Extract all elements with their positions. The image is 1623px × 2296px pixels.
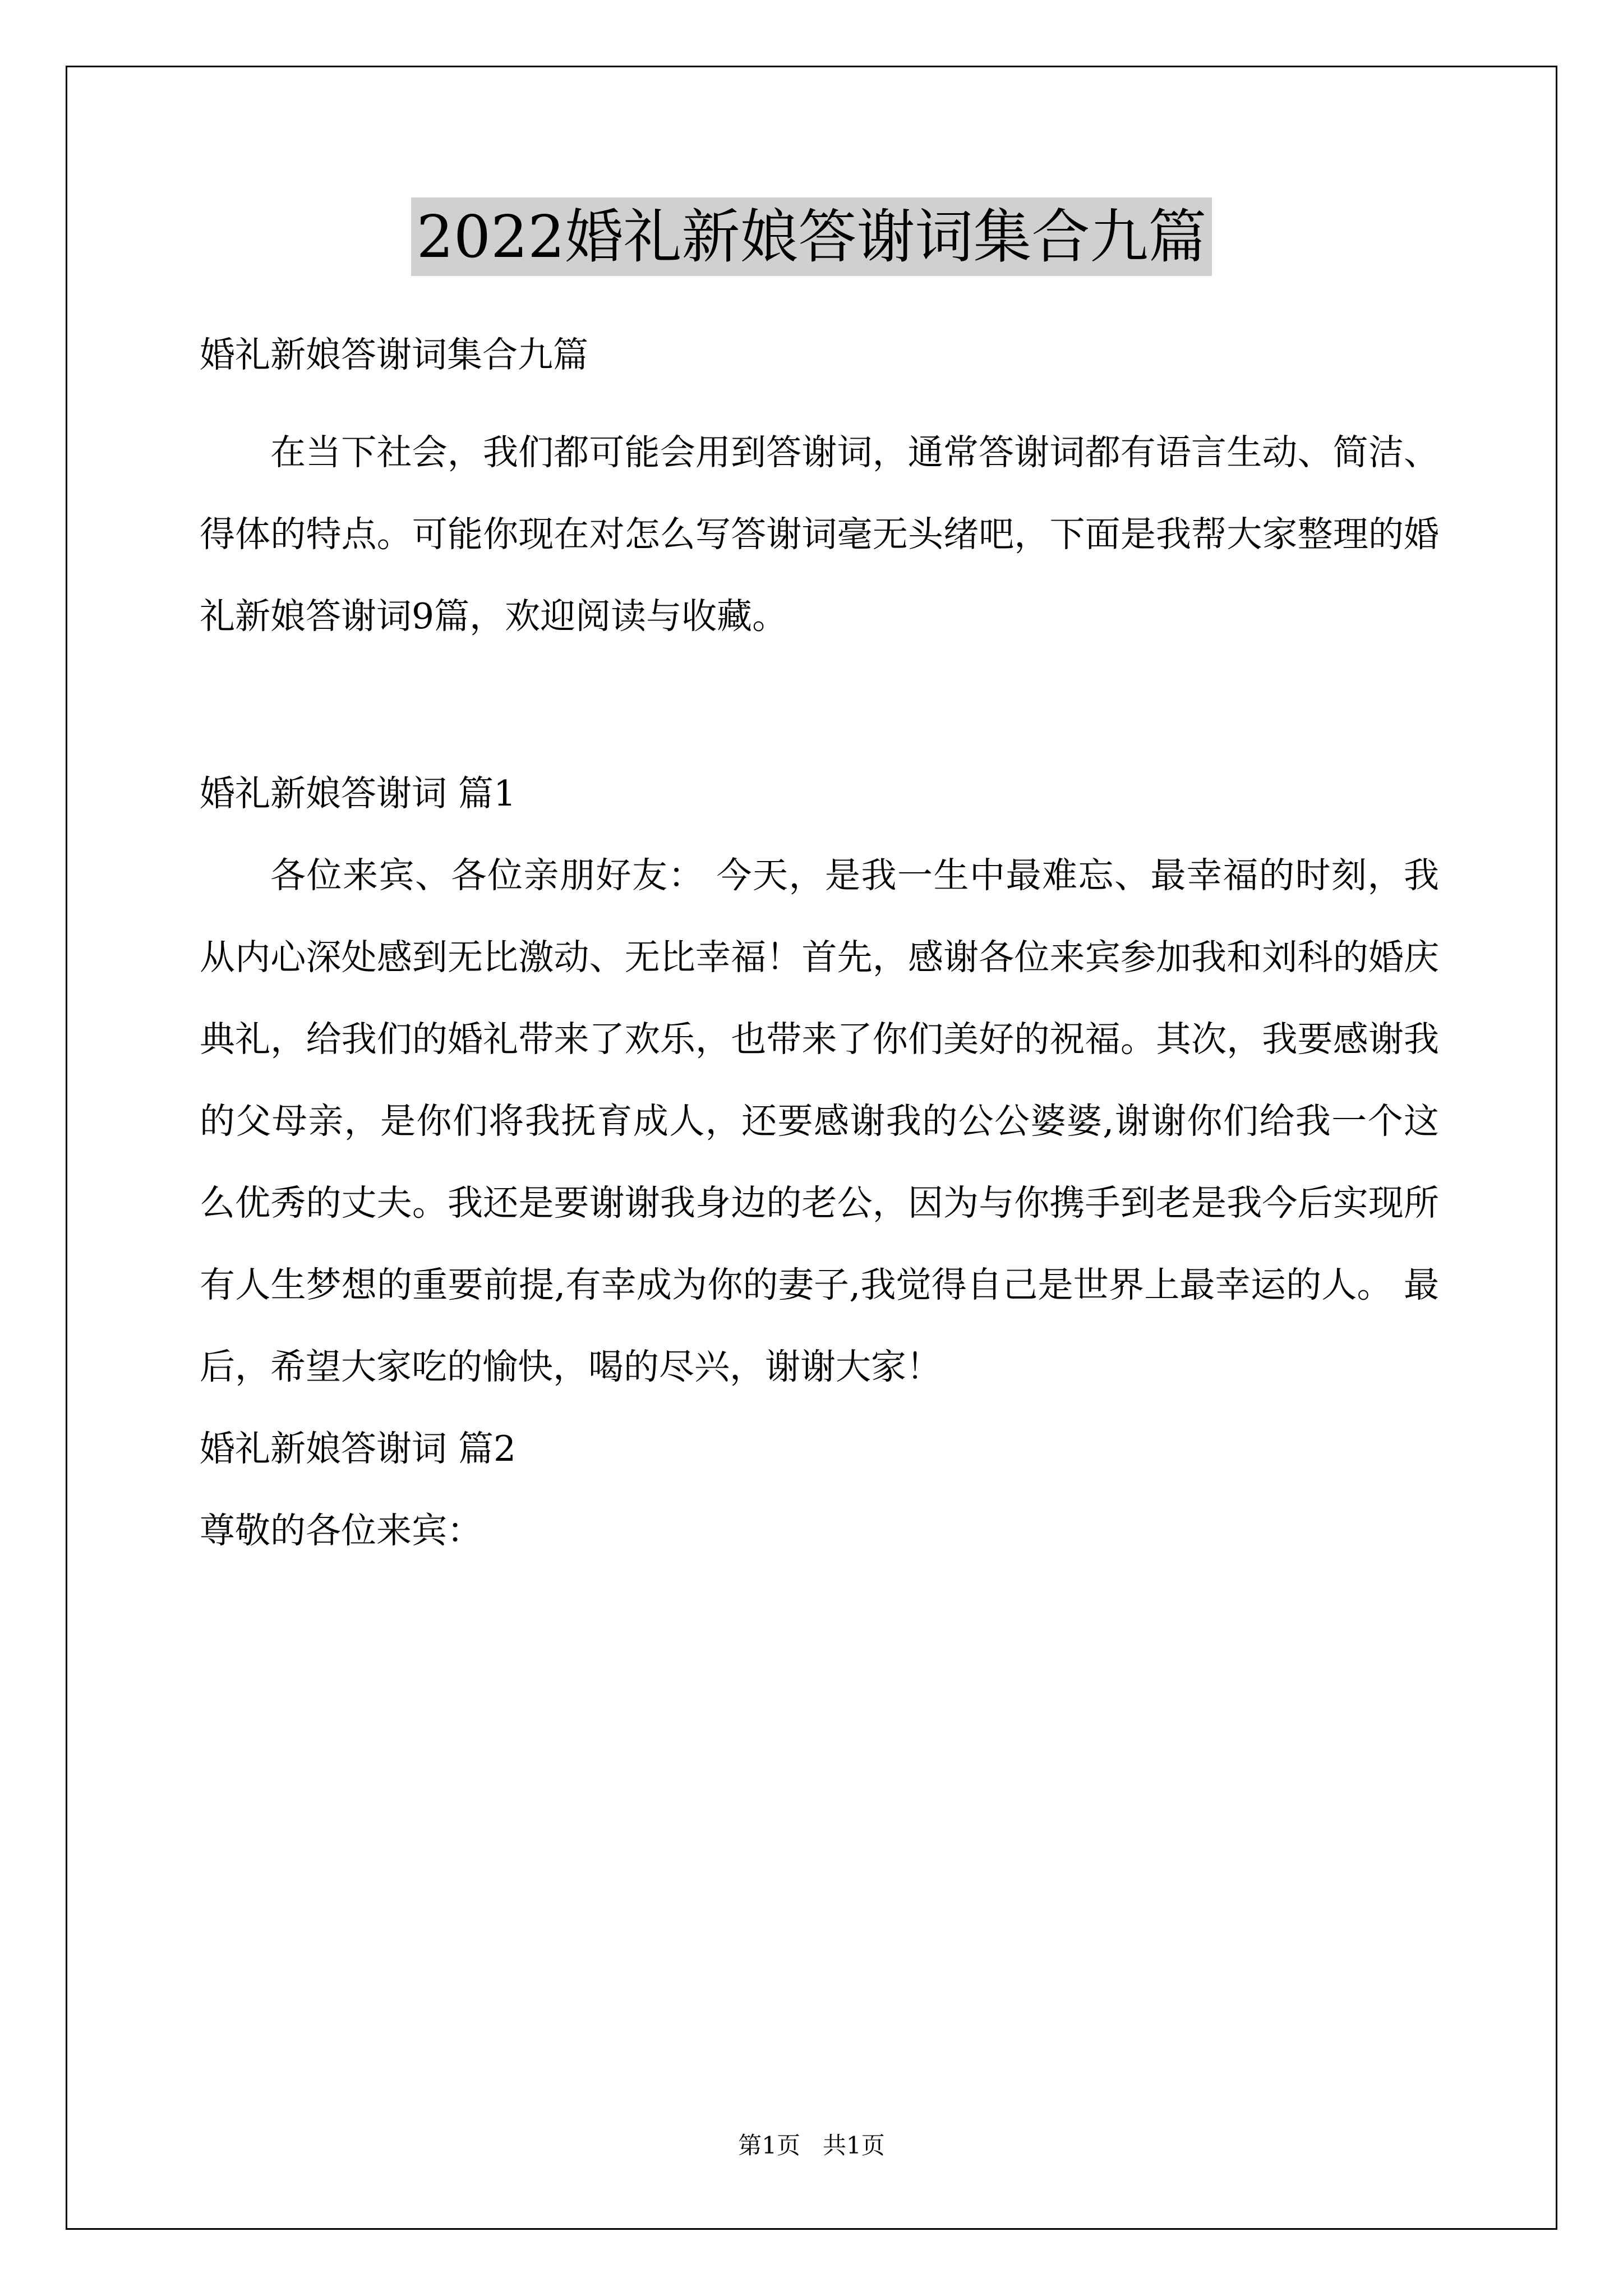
document-subtitle: 婚礼新娘答谢词集合九篇 — [200, 334, 588, 375]
document-body — [200, 314, 1439, 1572]
section-body-2: 尊敬的各位来宾： — [200, 1510, 482, 1551]
document-title: 2022婚礼新娘答谢词集合九篇 — [411, 197, 1212, 276]
intro-paragraph: 在当下社会，我们都可能会用到答谢词，通常答谢词都有语言生动、简洁、得体的特点。可能你现在对怎么写答谢词毫无头绪吧，下面是我帮大家整理的婚礼新娘答谢词9篇，欢迎阅读与收藏。 — [200, 432, 1439, 637]
section-heading-1: 婚礼新娘答谢词 篇1 — [200, 773, 517, 814]
section-body-1: 各位来宾、各位亲朋好友： 今天，是我一生中最难忘、最幸福的时刻，我从内心深处感到无比激动、无比幸福！首先，感谢各位来宾参加我和刘科的婚庆典礼，给我们的婚礼带来了欢乐，也带来了你们美好的祝福。其次，我要感谢我的父母亲，是你们将我抚育成人，还要感谢我的公公婆婆,谢谢你们给我一个这么优秀的丈夫。我还是要谢谢我身边的老公，因为与你携手到老是我今后实现所有人生梦想的重要前提,有幸成为你的妻子,我觉得自己是世界上最幸运的人。 最后，希望大家吃的愉快，喝的尽兴，谢谢大家！ — [200, 855, 1439, 1387]
section-heading-2: 婚礼新娘答谢词 篇2 — [200, 1428, 517, 1469]
title-container — [0, 197, 1623, 276]
page-footer: 第1页 共1页 — [738, 2132, 885, 2159]
